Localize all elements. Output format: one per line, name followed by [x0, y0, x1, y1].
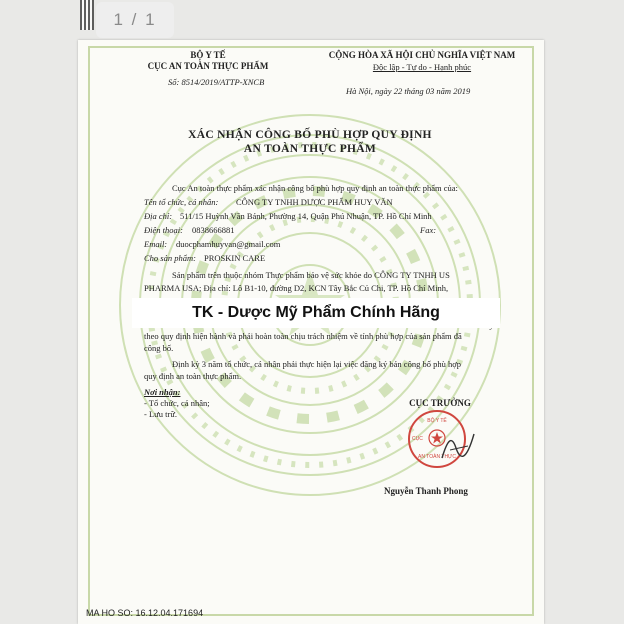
- recipient-1: - Tổ chức, cá nhân;: [144, 398, 210, 408]
- address-label: Địa chỉ:: [144, 211, 173, 221]
- phone-label: Điện thoại:: [144, 225, 183, 235]
- signature-icon: [438, 428, 478, 468]
- stamp-top-text: BỘ Y TẾ: [427, 418, 447, 424]
- org-label: Tên tổ chức, cá nhân:: [144, 197, 219, 207]
- phone-value: 0838666881: [192, 225, 235, 235]
- ministry-name: BỘ Y TẾ: [190, 50, 226, 60]
- fax-label: Fax:: [420, 225, 437, 235]
- certificate-title-line2: AN TOÀN THỰC PHẨM: [243, 143, 377, 155]
- dossier-number: MA HO SO: 16.12.04.171694: [86, 608, 204, 618]
- body-line-2: PHARMA USA; Địa chỉ: Lô B1-10, đường D2, KCN Tây Bắc Củ Chi, TP. Hồ Chí Minh,: [144, 283, 449, 293]
- national-motto: Độc lập - Tự do - Hạnh phúc: [372, 62, 472, 72]
- product-value: PROSKIN CARE: [204, 253, 266, 263]
- periodic-line-1: Định kỳ 3 năm tổ chức, cá nhân phải thực hiện lại việc đăng ký bản công bố phù hợp: [172, 359, 461, 369]
- body-line-1: Sản phẩm trên thuộc nhóm Thực phẩm bảo vệ sức khỏe do CÔNG TY TNHH US: [172, 270, 450, 280]
- recipient-2: - Lưu trữ.: [144, 409, 178, 419]
- shop-watermark-banner: TK - Dược Mỹ Phẩm Chính Hãng: [132, 298, 500, 328]
- body-line-3: theo quy định hiện hành và phải hoàn toàn chịu trách nhiệm về tính phù hợp của sản phẩm đã: [144, 331, 462, 341]
- body-line-4: công bố.: [144, 343, 174, 353]
- document-number: Số: 8514/2019/ATTP-XNCB: [168, 77, 265, 87]
- republic-heading: CỘNG HÒA XÃ HỘI CHỦ NGHĨA VIỆT NAM: [328, 50, 516, 60]
- stamp-bottom-text: AN TOÀN THỰC: [418, 454, 456, 460]
- issue-date: Hà Nội, ngày 22 tháng 03 năm 2019: [346, 86, 471, 96]
- product-label: Cho sản phẩm:: [144, 253, 196, 263]
- department-name: CỤC AN TOÀN THỰC PHẨM: [147, 61, 269, 71]
- signer-name: Nguyễn Thanh Phong: [384, 486, 468, 496]
- org-value: CÔNG TY TNHH DƯỢC PHẨM HUY VĂN: [236, 197, 393, 207]
- email-value: duocphamhuyvan@gmail.com: [176, 239, 281, 249]
- page-counter: 1 / 1: [96, 2, 174, 38]
- intro-text: Cục An toàn thực phẩm xác nhận công bố phù hợp quy định an toàn thực phẩm của:: [172, 183, 458, 193]
- stamp-side-text: CỤC: [412, 436, 423, 442]
- recipients-label: Nơi nhận:: [144, 387, 181, 397]
- email-label: Email:: [144, 239, 168, 249]
- address-value: 511/15 Huỳnh Văn Bánh, Phường 14, Quận Phú Nhuận, TP. Hồ Chí Minh: [180, 211, 432, 221]
- qr-code-fragment: [80, 0, 94, 30]
- certificate-title-line1: XÁC NHẬN CÔNG BỐ PHÙ HỢP QUY ĐỊNH: [188, 129, 432, 141]
- signer-title: CỤC TRƯỞNG: [409, 398, 471, 408]
- periodic-line-2: quy định an toàn thực phẩm.: [144, 371, 242, 381]
